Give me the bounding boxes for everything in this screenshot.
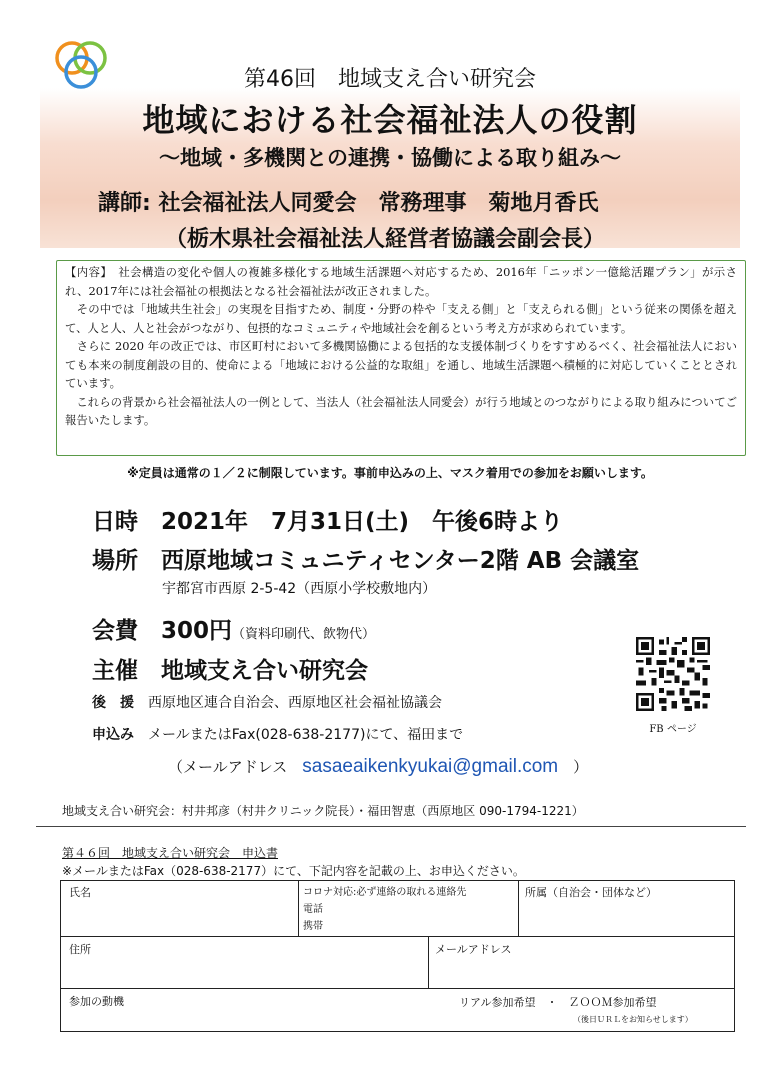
fee-row [92, 612, 375, 645]
fb-qr-code-icon[interactable] [636, 637, 710, 711]
address-field[interactable] [61, 937, 429, 989]
apply-label: 申込み [92, 727, 134, 743]
affiliation-label: 所属（自治会・団体など） [525, 886, 657, 899]
place-row [92, 542, 639, 575]
mobile-label: 携帯 [303, 921, 323, 932]
speaker-line: 講師: 社会福祉法人同愛会 常務理事 菊地月香氏 [98, 191, 599, 216]
email-suffix: ） [573, 758, 589, 776]
speaker-affiliation: （栃木県社会福祉法人経営者協議会副会長） [165, 227, 606, 252]
date-label: 日時 [92, 509, 138, 535]
email-prefix: （メールアドレス [168, 758, 288, 776]
content-label: 【内容】 [65, 265, 107, 279]
content-text-1: 社会構造の変化や個人の複雑多様化する地域生活課題へ対応するため、2016年「ニッポン一億総活躍プラン」が示され、2017年には社会福祉の根拠法となる社会福祉法が改正されました。 [65, 265, 737, 298]
session-title: 第46回 地域支え合い研究会 [244, 67, 536, 92]
contact-info: 地域支え合い研究会：村井邦彦（村井クリニック院長）・福田智恵（西原地区 090-1794-1221） [62, 804, 584, 818]
fee-note: （資料印刷代、飲物代） [232, 627, 376, 642]
name-field[interactable] [61, 881, 299, 937]
support-row [92, 692, 442, 712]
cut-line-divider [36, 826, 746, 827]
capacity-notice: ※定員は通常の１／２に制限しています。事前申込みの上、マスク着用での参加をお願いします。 [127, 466, 653, 480]
content-text-4: これらの背景から社会福祉法人の一例として、当法人（社会福祉法人同愛会）が行う地域とのつながりによる取り組みについてご報告いたします。 [65, 394, 737, 427]
host-value: 地域支え合い研究会 [161, 658, 368, 684]
content-text-3: さらに 2020 年の改正では、市区町村において多機関協働による包括的な支援体制づくりをすすめるべく、社会福祉法人においても本来の制度創設の目的、使命による「地域における公益的な取組」を通し、地域生活課題へ積極的に対応していくこととされています。 [65, 339, 737, 390]
place-value: 西原地域コミュニティセンター2階 AB 会議室 [161, 548, 640, 574]
content-paragraph-4 [65, 393, 737, 430]
phone-label: 電話 [303, 904, 323, 915]
page-subtitle: ～地域・多機関との連携・協働による取り組み～ [159, 146, 621, 170]
speaker-name: 社会福祉法人同愛会 常務理事 菊地月香氏 [158, 191, 599, 216]
content-paragraph-2 [65, 300, 737, 337]
content-text-2: その中では「地域共生社会」の実現を目指すため、制度・分野の枠や「支える側」と「支えられる側」という従来の関係を超えて、人と人、人と社会がつながり、包摂的なコミュニティや地域社会を創るという考え方が求められています。 [65, 302, 737, 335]
contact-label: コロナ対応:必ず連絡の取れる連絡先 [303, 887, 467, 898]
attendance-options[interactable]: リアル参加希望 ・ ＺＯＯＭ参加希望 [459, 996, 657, 1009]
address-text: 宇都宮市西原 2-5-42（西原小学校敷地内） [162, 581, 437, 597]
fb-page-label: FB ページ [649, 724, 697, 735]
page-title: 地域における社会福祉法人の役割 [142, 101, 638, 139]
attendance-note: （後日ＵＲＬをお知らせします） [573, 1015, 693, 1024]
address-label: 住所 [69, 943, 91, 956]
apply-row [92, 724, 463, 744]
email-link[interactable]: sasaeaikenkyukai@gmail.com [302, 756, 559, 777]
form-title: 第４６回 地域支え合い研究会 申込書 [62, 846, 279, 860]
date-row [92, 503, 563, 536]
support-value: 西原地区連合自治会、西原地区社会福祉協議会 [148, 695, 442, 711]
host-label: 主催 [92, 658, 138, 684]
motive-label: 参加の動機 [69, 995, 124, 1008]
place-label: 場所 [92, 548, 138, 574]
support-label: 後 援 [92, 695, 134, 711]
date-value: 2021年 7月31日(土) 午後6時より [161, 509, 564, 535]
fee-value: 300円 [161, 618, 233, 644]
email-row [168, 756, 588, 778]
name-label: 氏名 [69, 886, 91, 899]
host-row [92, 652, 368, 685]
content-box [56, 260, 746, 456]
content-paragraph-3 [65, 337, 737, 393]
application-form [60, 880, 735, 1032]
form-note: ※メールまたはFax（028-638-2177）にて、下記内容を記載の上、お申込ください。 [62, 864, 525, 878]
speaker-label: 講師 [98, 191, 143, 216]
content-paragraph-1 [65, 263, 737, 300]
fee-label: 会費 [92, 618, 138, 644]
apply-value: メールまたはFax(028-638-2177)にて、福田まで [148, 727, 464, 743]
email-label: メールアドレス [435, 943, 512, 956]
